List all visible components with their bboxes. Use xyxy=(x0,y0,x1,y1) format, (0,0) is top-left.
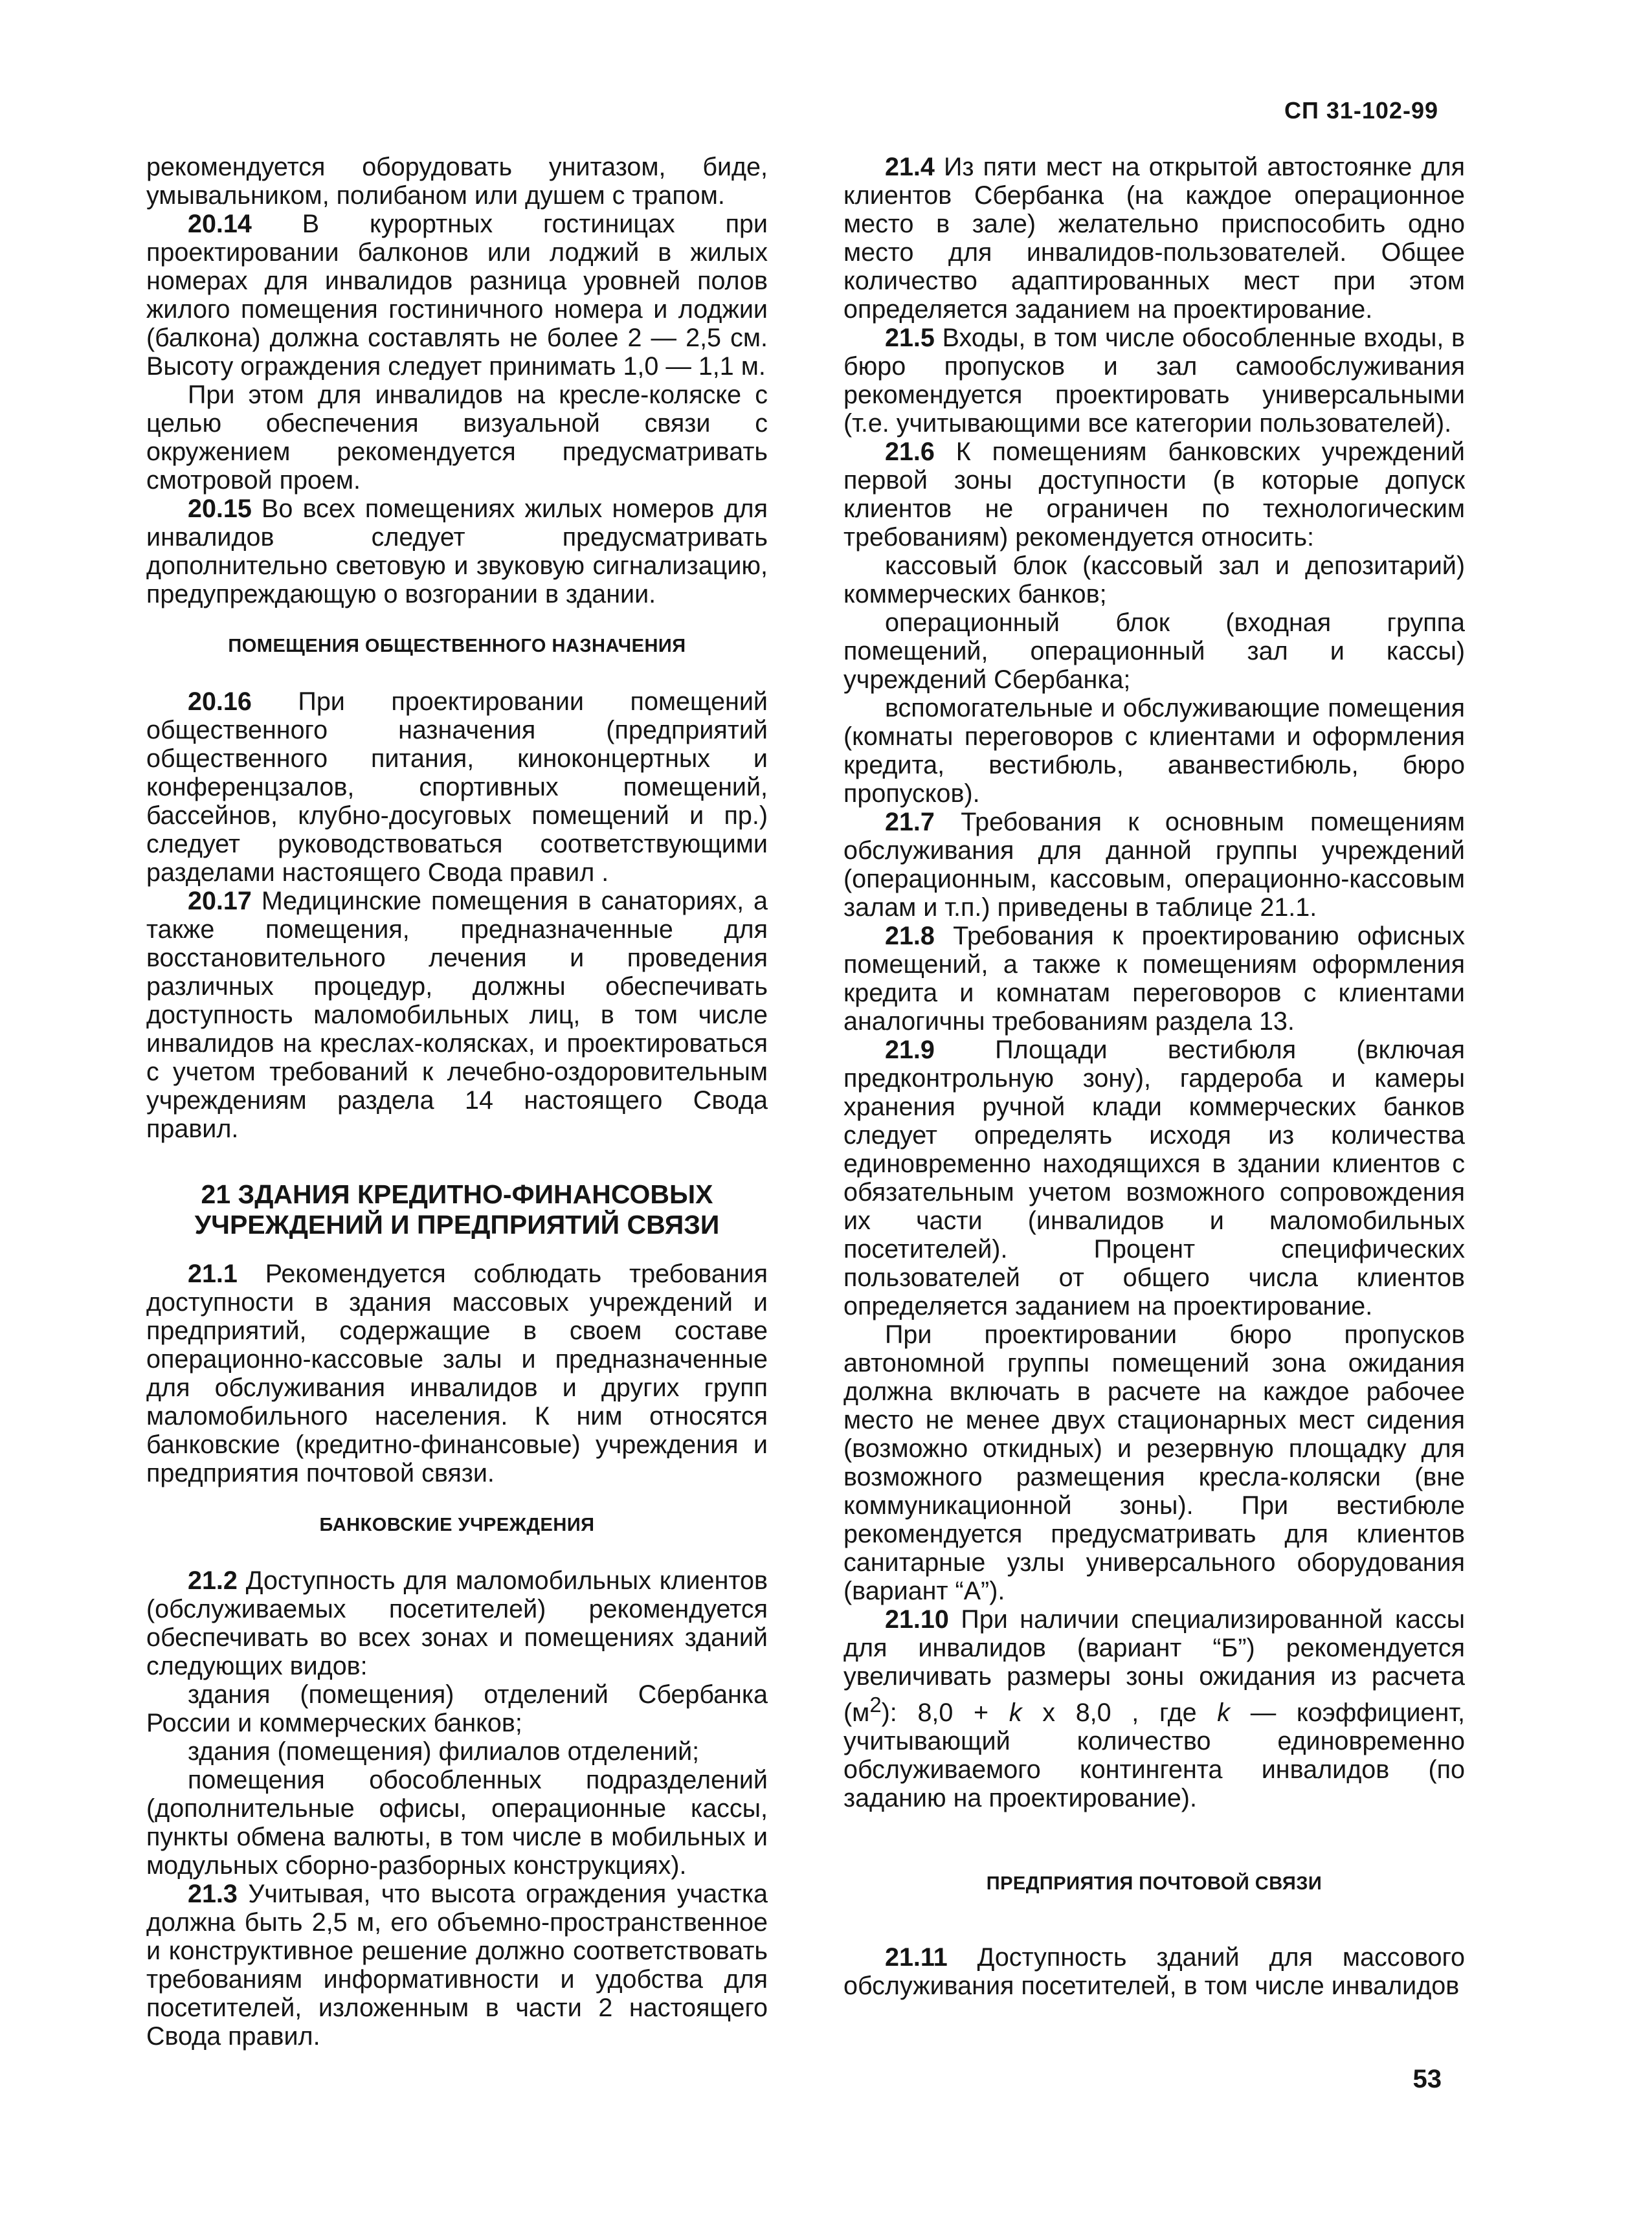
left-column xyxy=(146,153,768,2051)
clause-number: 21.6 xyxy=(885,438,935,466)
subheading-public-premises: ПОМЕЩЕНИЯ ОБЩЕСТВЕННОГО НАЗНАЧЕНИЯ xyxy=(228,636,686,656)
clause-number: 21.2 xyxy=(188,1566,238,1595)
list-item: кассовый блок (кассовый зал и депозитарий) коммерческих банков; xyxy=(843,551,1465,608)
paragraph-20-16 xyxy=(146,687,768,887)
section-title-line1: 21 ЗДАНИЯ КРЕДИТНО-ФИНАНСОВЫХ xyxy=(201,1179,713,1209)
clause-number: 21.10 xyxy=(885,1605,949,1634)
paragraph-21-9b: При проектировании бюро пропусков автономной группы помещений зона ожидания должна включать в расчете на каждое рабочее место не менее двух стационарных мест сидения (возможно откидных) и резервную площадку для возможного размещения кресла-коляски (вне коммуникационной зоны). При вестибюле рекомендуется предусматривать для клиентов санитарные узлы универсального оборудования (вариант “А”). xyxy=(843,1320,1465,1605)
section-21-title xyxy=(146,1179,768,1240)
right-column xyxy=(843,153,1465,2000)
subheading-banks: БАНКОВСКИЕ УЧРЕЖДЕНИЯ xyxy=(319,1515,595,1535)
list-item: операционный блок (входная группа помещений, операционный зал и кассы) учреждений Сбербанка; xyxy=(843,608,1465,694)
clause-number: 20.15 xyxy=(188,495,252,523)
list-item: вспомогательные и обслуживающие помещения (комнаты переговоров с клиентами и оформления кредита, вестибюль, аванвестибюль, бюро пропусков). xyxy=(843,694,1465,808)
clause-number: 21.1 xyxy=(188,1260,238,1288)
clause-text: x 8,0 , где xyxy=(1021,1698,1218,1728)
page-number: 53 xyxy=(1412,2065,1442,2093)
clause-text: К помещениям банковских учреждений первой зоны доступности (в которые допуск клиентов не ограничен по технологическим требованиям) рекомендуется относить: xyxy=(843,438,1465,551)
paragraph-21-11 xyxy=(843,1943,1465,2000)
document-code: СП 31-102-99 xyxy=(1284,97,1438,124)
clause-text: При проектировании помещений общественного назначения (предприятий общественного питания, киноконцертных и конференцзалов, спортивных помещений, бассейнов, клубно-досуговых помещений и пр.) следует руководствоваться соответствующими разделами настоящего Свода правил . xyxy=(146,687,768,887)
clause-text: Входы, в том числе обособленные входы, в бюро пропусков и зал самообслуживания рекомендуется проектировать универсальными (т.е. учитывающими все категории пользователей). xyxy=(843,324,1465,438)
clause-number: 21.11 xyxy=(885,1943,948,1972)
paragraph-21-3 xyxy=(146,1880,768,2051)
clause-number: 21.9 xyxy=(885,1036,935,1064)
clause-text: Учитывая, что высота ограждения участка должна быть 2,5 м, его объемно-пространственное и конструктивное решение должно соответствовать требованиям информативности и удобства для посетителей, изложенным в части 2 настоящего Свода правил. xyxy=(146,1880,768,2051)
clause-text: При наличии специализированной кассы для инвалидов (вариант “Б”) рекомендуется увеличивать размеры зоны ожидания из расчета (м xyxy=(843,1605,1465,1728)
paragraph-21-6 xyxy=(843,438,1465,551)
clause-number: 20.14 xyxy=(188,210,252,238)
clause-text: Доступность зданий для массового обслуживания посетителей, в том числе инвалидов xyxy=(843,1943,1465,2001)
paragraph-21-2 xyxy=(146,1566,768,1680)
paragraph-20-14b: При этом для инвалидов на кресле-коляске с целью обеспечения визуальной связи с окружением рекомендуется предусматривать смотровой проем. xyxy=(146,381,768,495)
paragraph-21-8 xyxy=(843,922,1465,1036)
paragraph-20-14 xyxy=(146,210,768,381)
paragraph-21-10 xyxy=(843,1605,1465,1812)
list-item: здания (помещения) отделений Сбербанка России и коммерческих банков; xyxy=(146,1680,768,1737)
paragraph-21-7 xyxy=(843,808,1465,922)
paragraph-21-4 xyxy=(843,153,1465,324)
clause-number: 21.5 xyxy=(885,324,935,352)
clause-number: 20.16 xyxy=(188,687,252,716)
clause-text: Доступность для маломобильных клиентов (обслуживаемых посетителей) рекомендуется обеспечивать во всех зонах и помещениях зданий следующих видов: xyxy=(146,1566,768,1680)
paragraph-21-1 xyxy=(146,1260,768,1487)
clause-number: 21.3 xyxy=(188,1880,238,1908)
clause-text: Требования к проектированию офисных помещений, а также к помещениям оформления кредита и комнатам переговоров с клиентами аналогичны требованиям раздела 13. xyxy=(843,922,1465,1036)
coefficient-symbol: k xyxy=(1217,1698,1231,1728)
clause-number: 20.17 xyxy=(188,887,252,915)
coefficient-symbol: k xyxy=(1009,1698,1022,1728)
section-title-line2: УЧРЕЖДЕНИЙ И ПРЕДПРИЯТИЙ СВЯЗИ xyxy=(194,1210,720,1240)
list-item: здания (помещения) филиалов отделений; xyxy=(188,1737,700,1766)
clause-text: Из пяти мест на открытой автостоянке для клиентов Сбербанка (на каждое операционное место в зале) желательно приспособить одно место для инвалидов-пользователей. Общее количество адаптированных мест при этом определяется заданием на проектирование. xyxy=(843,153,1465,324)
subheading-postal: ПРЕДПРИЯТИЯ ПОЧТОВОЙ СВЯЗИ xyxy=(986,1873,1323,1895)
superscript: 2 xyxy=(869,1693,882,1717)
clause-text: ): 8,0 + xyxy=(881,1698,1009,1728)
clause-text: В курортных гостиницах при проектировании балконов или лоджий в жилых номерах для инвалидов разница уровней полов жилого помещения гостиничного номера и лоджии (балкона) должна составлять не более 2 — 2,5 см. Высоту ограждения следует принимать 1,0 — 1,1 м. xyxy=(146,210,768,381)
paragraph-continuation: рекомендуется оборудовать унитазом, биде, умывальником, полибаном или душем с трапом. xyxy=(146,153,768,210)
list-item: помещения обособленных подразделений (дополнительные офисы, операционные кассы, пункты обмена валюты, в том числе в мобильных и модульных сборно-разборных конструкциях). xyxy=(146,1766,768,1880)
clause-text: Рекомендуется соблюдать требования доступности в здания массовых учреждений и предприятий, содержащие в своем составе операционно-кассовые залы и предназначенные для обслуживания инвалидов и других групп маломобильного населения. К ним относятся банковские (кредитно-финансовые) учреждения и предприятия почтовой связи. xyxy=(146,1260,768,1487)
clause-number: 21.7 xyxy=(885,808,935,836)
paragraph-21-9 xyxy=(843,1036,1465,1320)
paragraph-20-17 xyxy=(146,887,768,1143)
clause-number: 21.8 xyxy=(885,922,935,950)
clause-text: Во всех помещениях жилых номеров для инвалидов следует предусматривать дополнительно световую и звуковую сигнализацию, предупреждающую о возгорании в здании. xyxy=(146,495,768,608)
clause-text: Площади вестибюля (включая предконтрольную зону), гардероба и камеры хранения ручной клади коммерческих банков следует определять исходя из количества единовременно находящихся в здании клиентов с обязательным учетом возможного сопровождения их части (инвалидов и маломобильных посетителей). Процент специфических пользователей от общего числа клиентов определяется заданием на проектирование. xyxy=(843,1036,1465,1320)
clause-number: 21.4 xyxy=(885,153,935,181)
clause-text: Требования к основным помещениям обслуживания для данной группы учреждений (операционным, кассовым, операционно-кассовым залам и т.п.) приведены в таблице 21.1. xyxy=(843,808,1465,922)
paragraph-20-15 xyxy=(146,495,768,608)
paragraph-21-5 xyxy=(843,324,1465,438)
clause-text: — коэффициент, учитывающий количество единовременно обслуживаемого контингента инвалидов (по заданию на проектирование). xyxy=(843,1698,1465,1813)
clause-text: Медицинские помещения в санаториях, а также помещения, предназначенные для восстановительного лечения и проведения различных процедур, должны обеспечивать доступность маломобильных лиц, в том числе инвалидов на креслах-колясках, и проектироваться с учетом требований к лечебно-оздоровительным учреждениям раздела 14 настоящего Свода правил. xyxy=(146,887,768,1143)
